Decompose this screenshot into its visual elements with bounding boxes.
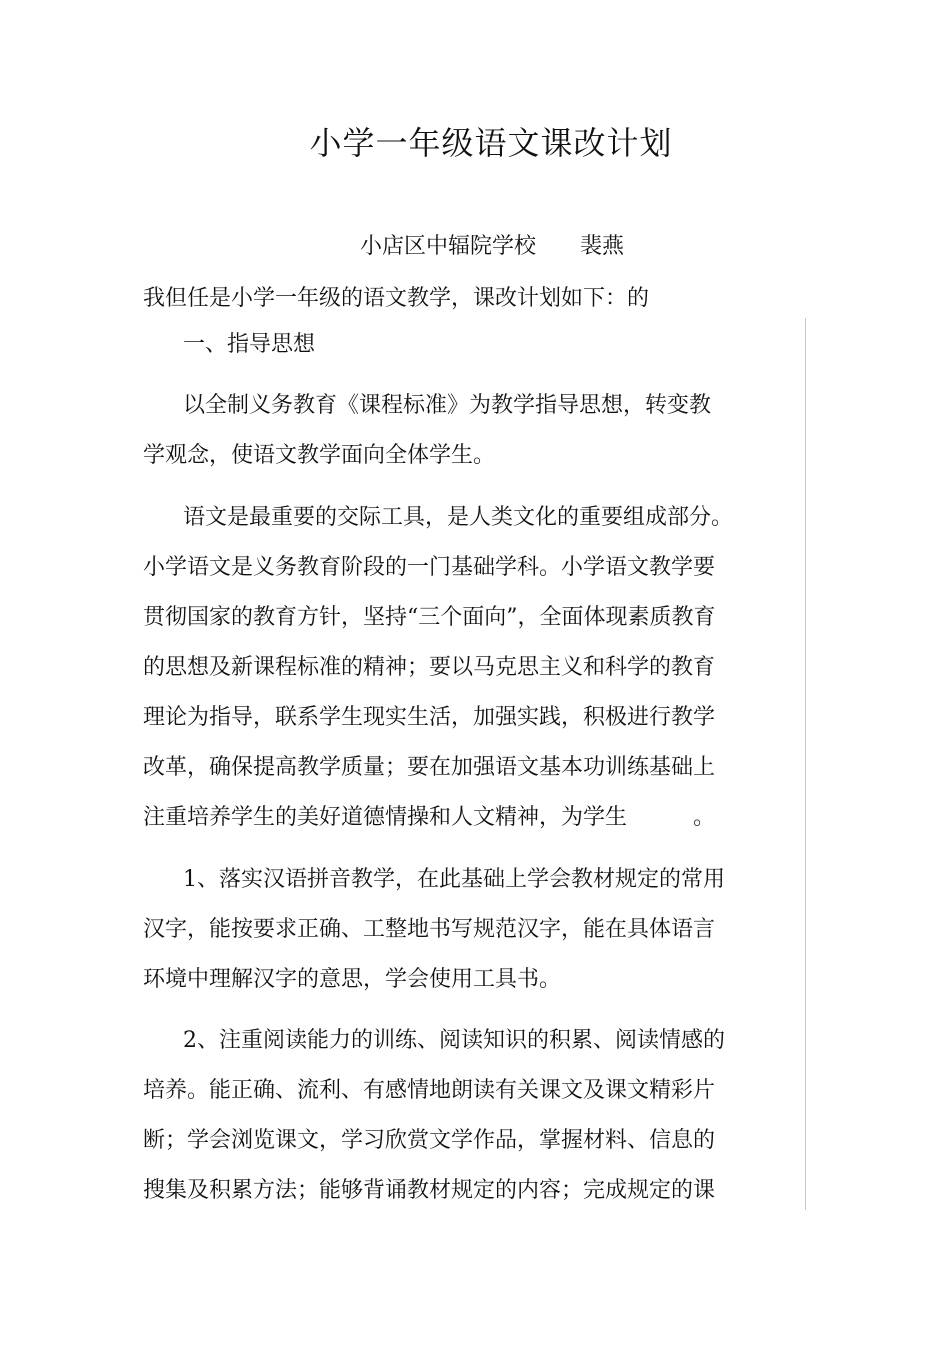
author-line bbox=[360, 229, 624, 260]
paragraph-line: 搜集及积累方法；能够背诵教材规定的内容；完成规定的课 bbox=[143, 1178, 716, 1203]
paragraph-line: 培养。能正确、流利、有感情地朗读有关课文及课文精彩片 bbox=[143, 1078, 716, 1103]
paragraph-line: 2、注重阅读能力的训练、阅读知识的积累、阅读情感的 bbox=[183, 1028, 725, 1053]
paragraph-line: 注重培养学生的美好道德情操和人文精神，为学生 。 bbox=[143, 805, 716, 830]
paragraph-line: 的思想及新课程标准的精神；要以马克思主义和科学的教育 bbox=[143, 655, 716, 680]
margin-rule bbox=[805, 318, 806, 1210]
paragraph-line: 语文是最重要的交际工具，是人类文化的重要组成部分。 bbox=[183, 505, 734, 530]
intro-text: 我但任是小学一年级的语文教学，课改计划如下：的 bbox=[143, 286, 650, 311]
paragraph-line: 以全制义务教育《课程标准》为教学指导思想，转变教 bbox=[183, 393, 712, 418]
paragraph-line: 小学语文是义务教育阶段的一门基础学科。小学语文教学要 bbox=[143, 555, 716, 580]
paragraph-line: 理论为指导，联系学生现实生活，加强实践，积极进行教学 bbox=[143, 705, 716, 730]
paragraph-line: 学观念，使语文教学面向全体学生。 bbox=[143, 443, 496, 468]
author-school: 小店区中辐院学校 bbox=[360, 234, 537, 259]
paragraph-line: 贯彻国家的教育方针，坚持“三个面向”，全面体现素质教育 bbox=[143, 605, 716, 630]
paragraph-line: 1、落实汉语拼音教学，在此基础上学会教材规定的常用 bbox=[183, 867, 725, 892]
section-heading: 一、指导思想 bbox=[183, 332, 316, 357]
paragraph-line: 汉字，能按要求正确、工整地书写规范汉字，能在具体语言 bbox=[143, 917, 716, 942]
document-title: 小学一年级语文课改计划 bbox=[309, 124, 673, 162]
paragraph-line: 环境中理解汉字的意思，学会使用工具书。 bbox=[143, 967, 562, 992]
paragraph-line: 改革，确保提高教学质量；要在加强语文基本功训练基础上 bbox=[143, 755, 716, 780]
paragraph-line: 断；学会浏览课文，学习欣赏文学作品，掌握材料、信息的 bbox=[143, 1128, 716, 1153]
author-name: 裴燕 bbox=[580, 234, 625, 259]
